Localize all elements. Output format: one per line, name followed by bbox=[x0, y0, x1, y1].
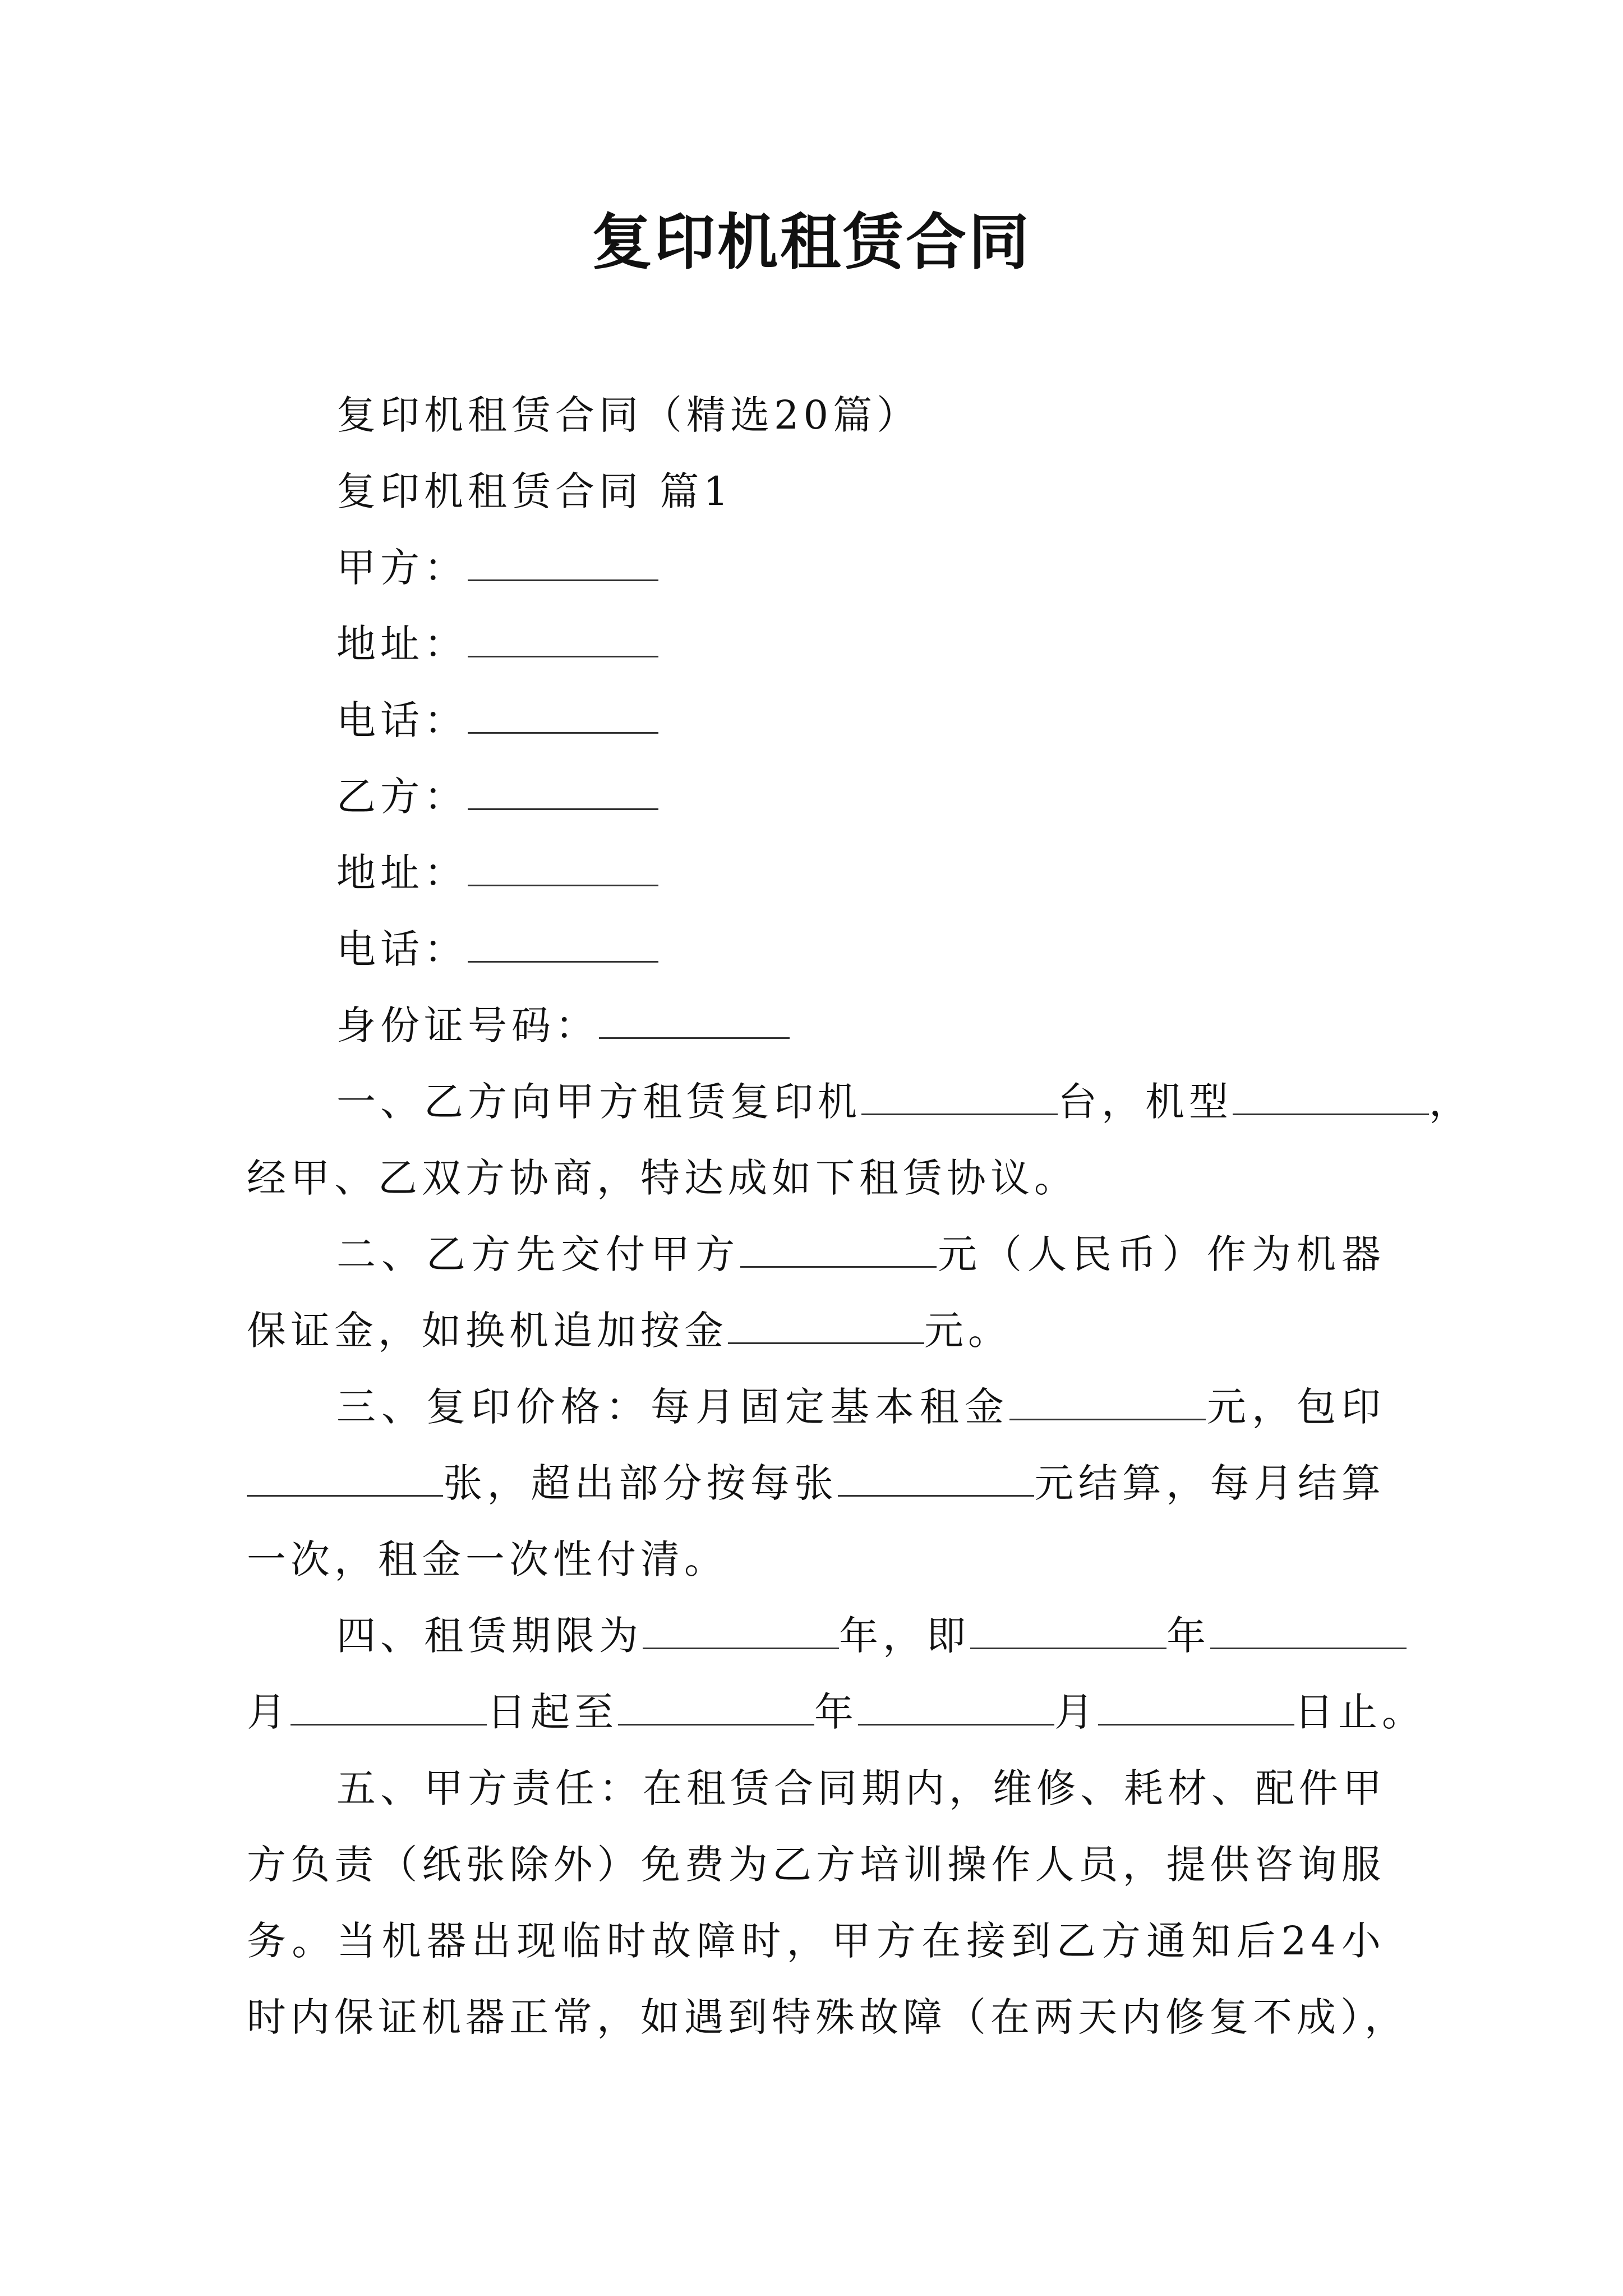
clause-3-line-3: 一次，租金一次性付清。 bbox=[247, 1536, 728, 1582]
document-title: 复印机租赁合同 bbox=[591, 207, 1031, 278]
clause-2-line-2 bbox=[247, 1303, 1012, 1359]
blank-line bbox=[468, 621, 658, 657]
clause-text: ， bbox=[1429, 1079, 1473, 1125]
clause-text: 元，包印 bbox=[1206, 1384, 1385, 1430]
clause-5-line-3: 务。当机器出现临时故障时，甲方在接到乙方通知后24小 bbox=[247, 1918, 1385, 1964]
field-label: 电话： bbox=[336, 697, 468, 743]
clause-text: 台，机型 bbox=[1058, 1079, 1233, 1125]
blank-line bbox=[1210, 1613, 1407, 1649]
clause-text: 年，即 bbox=[839, 1613, 970, 1659]
clause-text: 年 bbox=[1166, 1613, 1210, 1659]
blank-line bbox=[247, 1460, 443, 1497]
id-number-field bbox=[336, 997, 790, 1053]
clause-text: 张，超出部分按每张 bbox=[443, 1460, 838, 1506]
blank-line bbox=[1009, 1384, 1206, 1420]
blank-line bbox=[468, 697, 658, 734]
field-label: 地址： bbox=[336, 850, 468, 896]
clause-3-line-1 bbox=[336, 1379, 1385, 1435]
clause-text: 二、乙方先交付甲方 bbox=[336, 1231, 740, 1277]
field-label: 身份证号码： bbox=[336, 1002, 599, 1048]
field-label: 甲方： bbox=[336, 545, 468, 591]
party-a-field bbox=[336, 540, 658, 596]
clause-3-line-2 bbox=[247, 1455, 1385, 1511]
blank-line bbox=[1233, 1079, 1429, 1115]
blank-line bbox=[858, 1689, 1054, 1726]
blank-line bbox=[468, 926, 658, 963]
field-label: 地址： bbox=[336, 621, 468, 667]
clause-text: 三、复印价格：每月固定基本租金 bbox=[336, 1384, 1009, 1430]
clause-1-line-1 bbox=[336, 1074, 1473, 1130]
clause-text: 一、乙方向甲方租赁复印机 bbox=[336, 1079, 861, 1125]
clause-5-line-2: 方负责（纸张除外）免费为乙方培训操作人员，提供咨询服 bbox=[247, 1842, 1385, 1888]
blank-line bbox=[468, 850, 658, 886]
party-a-phone-field bbox=[336, 692, 658, 748]
section-heading: 复印机租赁合同 篇1 bbox=[336, 468, 733, 514]
party-b-field bbox=[336, 769, 658, 825]
clause-text: 月 bbox=[1054, 1689, 1098, 1735]
blank-line bbox=[861, 1079, 1058, 1115]
field-label: 电话： bbox=[336, 926, 468, 972]
blank-line bbox=[468, 545, 658, 581]
clause-text: 日止。 bbox=[1294, 1689, 1426, 1735]
blank-line bbox=[1098, 1689, 1294, 1726]
blank-line bbox=[643, 1613, 839, 1649]
blank-line bbox=[728, 1308, 924, 1344]
blank-line bbox=[838, 1460, 1034, 1497]
clause-text: 年 bbox=[814, 1689, 858, 1735]
clause-text: 保证金，如换机追加按金 bbox=[247, 1308, 728, 1354]
party-a-address-field bbox=[336, 616, 658, 672]
field-label: 乙方： bbox=[336, 774, 468, 820]
clause-text: 月 bbox=[247, 1689, 291, 1735]
clause-text: 元。 bbox=[924, 1308, 1012, 1354]
blank-line bbox=[468, 774, 658, 810]
clause-text: 日起至 bbox=[487, 1689, 618, 1735]
blank-line bbox=[599, 1002, 790, 1039]
clause-1-line-2: 经甲、乙双方协商，特达成如下租赁协议。 bbox=[247, 1155, 1078, 1201]
party-b-address-field bbox=[336, 845, 658, 901]
clause-5-line-4: 时内保证机器正常，如遇到特殊故障（在两天内修复不成）， bbox=[247, 1994, 1408, 2040]
clause-5-line-1: 五、甲方责任：在租赁合同期内，维修、耗材、配件甲 bbox=[336, 1765, 1386, 1811]
blank-line bbox=[740, 1231, 937, 1268]
clause-text: 元结算，每月结算 bbox=[1034, 1460, 1386, 1506]
blank-line bbox=[291, 1689, 487, 1726]
clause-text: 四、租赁期限为 bbox=[336, 1613, 643, 1659]
clause-text: 元（人民币）作为机器 bbox=[937, 1231, 1385, 1277]
clause-4-line-1 bbox=[336, 1608, 1385, 1664]
blank-line bbox=[618, 1689, 814, 1726]
blank-line bbox=[970, 1613, 1166, 1649]
clause-2-line-1 bbox=[336, 1226, 1385, 1282]
document-subtitle: 复印机租赁合同（精选20篇） bbox=[336, 392, 921, 438]
party-b-phone-field bbox=[336, 921, 658, 977]
clause-4-line-2 bbox=[247, 1684, 1426, 1740]
